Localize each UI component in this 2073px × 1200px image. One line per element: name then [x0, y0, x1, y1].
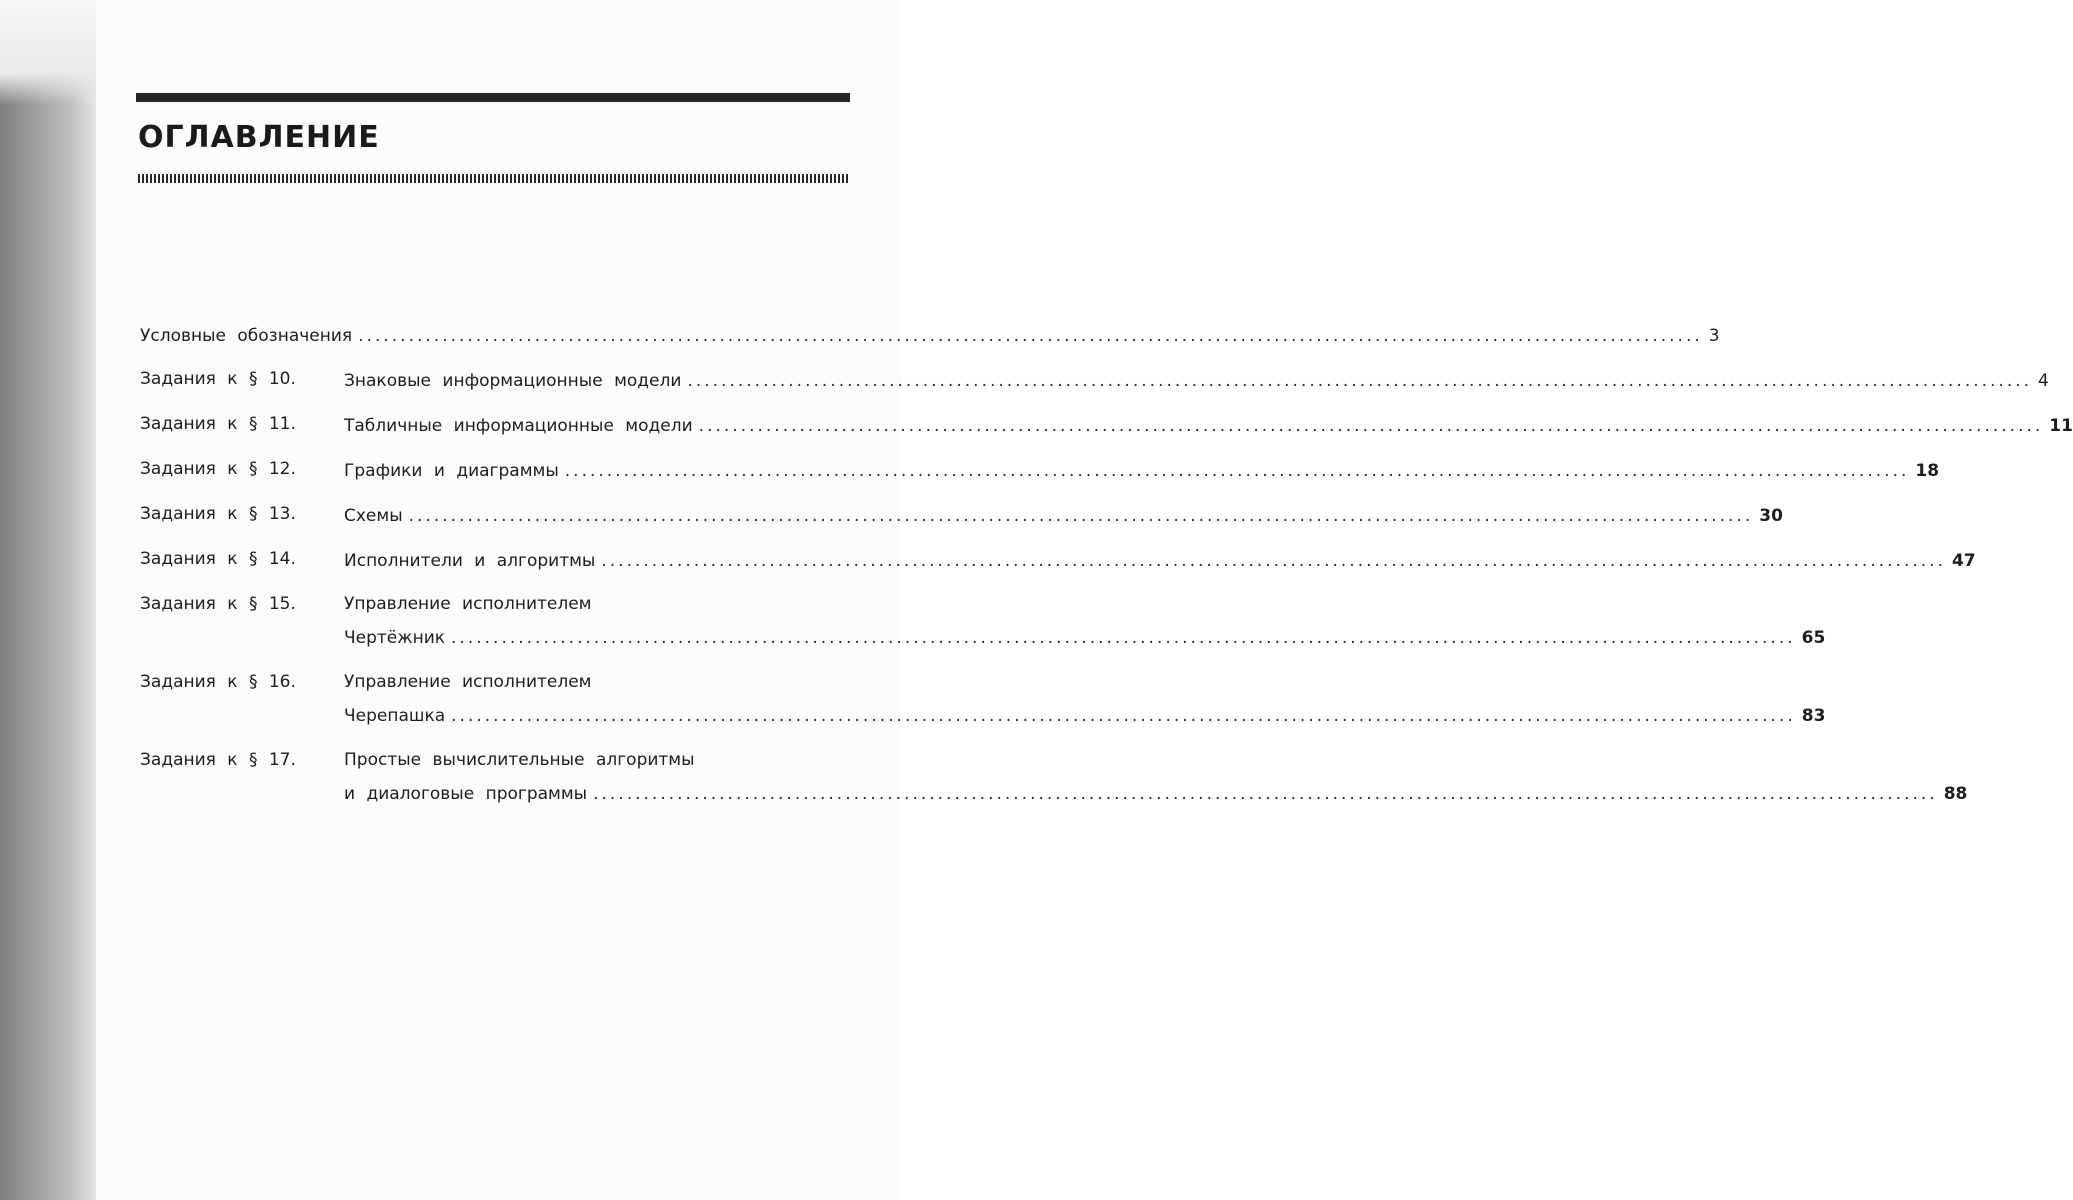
toc-entry-title: Знаковые информационные модели	[344, 371, 682, 391]
dot-leader: ................................................................................................................................................................	[408, 506, 1754, 526]
table-of-contents	[140, 325, 2073, 827]
toc-page-number: 65	[1801, 628, 1826, 648]
toc-entry-title: Управление исполнителем	[344, 594, 592, 614]
toc-entry-prefix: Задания к § 16.	[140, 672, 296, 692]
toc-entry-title: Исполнители и алгоритмы	[344, 551, 596, 571]
toc-entry-title: Табличные информационные модели	[344, 416, 693, 436]
toc-entry-section-10[interactable]	[140, 368, 2049, 392]
dot-leader: ................................................................................................................................................................	[687, 371, 2033, 391]
toc-entry-prefix: Задания к § 17.	[140, 750, 296, 770]
toc-entry-title: Управление исполнителем	[344, 672, 592, 692]
toc-entry-title-cont: и диалоговые программы	[344, 784, 588, 804]
toc-page-number: 3	[1708, 326, 1720, 346]
dot-leader: ................................................................................................................................................................	[451, 706, 1796, 726]
dot-leader: ................................................................................................................................................................	[564, 461, 1910, 481]
toc-entry-title: Простые вычислительные алгоритмы	[344, 750, 695, 770]
page-gutter-shadow	[0, 0, 96, 1200]
toc-page-number: 4	[2038, 371, 2049, 391]
toc-entry-title: Схемы	[344, 506, 403, 526]
page-title: ОГЛАВЛЕНИЕ	[138, 120, 380, 155]
toc-entry-conventions[interactable]	[140, 325, 1720, 347]
toc-entry-prefix: Задания к § 12.	[140, 459, 296, 479]
toc-entry-section-14[interactable]	[140, 548, 1976, 572]
toc-entry-prefix: Задания к § 14.	[140, 549, 296, 569]
page-corner	[0, 0, 96, 105]
toc-entry-prefix: Задания к § 15.	[140, 594, 296, 614]
toc-entry-prefix: Задания к § 11.	[140, 414, 296, 434]
toc-page-number: 18	[1915, 461, 1940, 481]
header-rule	[136, 93, 850, 102]
toc-entry-prefix: Задания к § 13.	[140, 504, 296, 524]
toc-entry-section-17[interactable]	[140, 749, 1968, 805]
toc-entry-title-cont: Черепашка	[344, 706, 446, 726]
toc-entry-section-11[interactable]	[140, 413, 2073, 437]
dot-leader: ................................................................................................................................................................	[698, 416, 2044, 436]
toc-page-number: 11	[2049, 416, 2073, 436]
title-hatch-rule	[138, 174, 850, 183]
toc-entry-section-15[interactable]	[140, 593, 1826, 649]
dot-leader: ................................................................................................................................................................	[451, 628, 1796, 648]
toc-entry-prefix: Задания к § 10.	[140, 369, 296, 389]
toc-entry-section-16[interactable]	[140, 671, 1826, 727]
toc-page-number: 88	[1943, 784, 1968, 804]
dot-leader: ................................................................................................................................................................	[593, 784, 1938, 804]
toc-entry-section-13[interactable]	[140, 503, 1783, 527]
toc-entry-title: Графики и диаграммы	[344, 461, 559, 481]
toc-entry-title: Условные обозначения	[140, 326, 353, 346]
dot-leader: ................................................................................................................................................................	[601, 551, 1946, 571]
toc-page-number: 30	[1759, 506, 1783, 526]
toc-entry-section-12[interactable]	[140, 458, 1940, 482]
toc-page-number: 47	[1951, 551, 1976, 571]
toc-entry-title-cont: Чертёжник	[344, 628, 446, 648]
dot-leader: ................................................................................................................................................................	[358, 326, 1703, 346]
toc-page-number: 83	[1801, 706, 1826, 726]
